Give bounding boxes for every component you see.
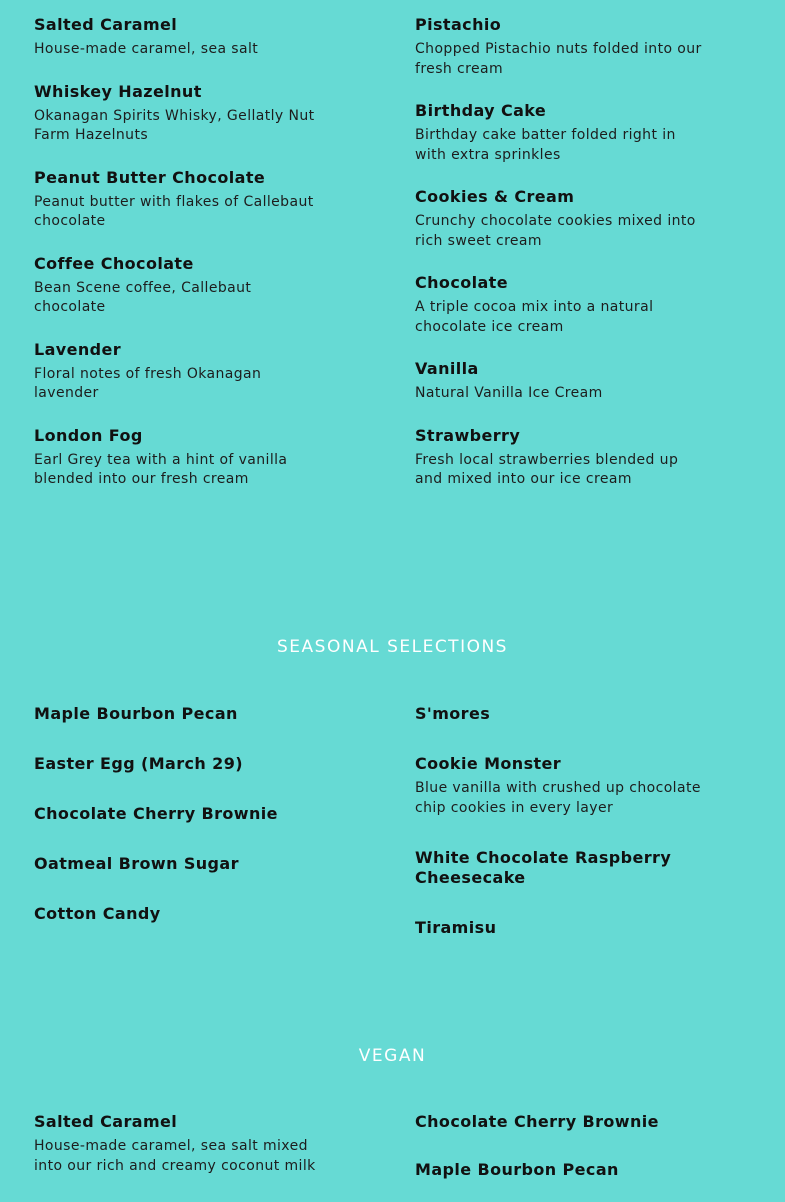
- flavour-item: [415, 848, 710, 888]
- flavour-name: Coffee Chocolate: [34, 253, 194, 273]
- flavour-item: [34, 426, 319, 490]
- flavour-name: Whiskey Hazelnut: [34, 81, 202, 101]
- flavour-description: Birthday cake batter folded right in with extra sprinkles: [415, 127, 676, 163]
- flavour-item: [34, 704, 319, 724]
- flavour-item: [415, 918, 710, 938]
- flavour-item: [415, 754, 710, 818]
- flavour-name: Salted Caramel: [34, 15, 178, 34]
- flavour-item: [415, 704, 710, 724]
- flavour-description: Peanut butter with flakes of Callebaut chocolate: [34, 193, 314, 229]
- flavour-name: Peanut Butter Chocolate: [34, 167, 266, 187]
- flavour-name: Cookies & Cream: [415, 187, 575, 206]
- flavour-description: Okanagan Spirits Whisky, Gellatly Nut Farm Hazelnuts: [34, 107, 315, 143]
- flavour-name: Strawberry: [415, 425, 521, 445]
- flavour-item: [415, 1112, 710, 1132]
- flavour-item: [34, 754, 319, 774]
- flavour-name: Pistachio: [415, 15, 502, 34]
- flavour-description: Crunchy chocolate cookies mixed into rich sweet cream: [415, 213, 696, 249]
- flavour-item: [415, 426, 710, 490]
- vegan-heading: VEGAN: [358, 1046, 427, 1066]
- flavour-description: Chopped Pistachio nuts folded into our fresh cream: [415, 41, 702, 77]
- flavour-item: [415, 15, 710, 79]
- flavour-description: Earl Grey tea with a hint of vanilla blended into our fresh cream: [34, 451, 288, 487]
- flavour-name: Lavender: [34, 339, 122, 359]
- flavour-name: Birthday Cake: [415, 101, 547, 120]
- flavour-description: House-made caramel, sea salt: [34, 41, 259, 57]
- flavour-item: [34, 1112, 319, 1176]
- vegan-left-column: [34, 1112, 319, 1198]
- seasonal-right-column: [415, 704, 710, 968]
- flavour-name: Chocolate Cherry Brownie: [34, 804, 278, 823]
- classic-left-column: [34, 15, 319, 512]
- flavour-item: [34, 340, 319, 404]
- flavour-item: [34, 854, 319, 874]
- flavour-description: Natural Vanilla Ice Cream: [415, 385, 603, 401]
- flavour-item: [34, 82, 319, 146]
- flavour-item: [34, 804, 319, 824]
- flavour-name: Cotton Candy: [34, 904, 161, 923]
- vegan-right-column: [415, 1112, 710, 1202]
- flavour-description: House-made caramel, sea salt mixed into our rich and creamy coconut milk: [34, 1138, 316, 1174]
- seasonal-heading: SEASONAL SELECTIONS: [277, 637, 508, 657]
- flavour-description: Fresh local strawberries blended up and mixed into our ice cream: [415, 451, 679, 487]
- flavour-name: Maple Bourbon Pecan: [415, 1160, 619, 1179]
- flavour-name: Salted Caramel: [34, 1112, 178, 1131]
- seasonal-left-column: [34, 704, 319, 954]
- flavour-name: Oatmeal Brown Sugar: [34, 854, 239, 873]
- flavour-item: [415, 273, 710, 337]
- flavour-name: Vanilla: [415, 359, 479, 378]
- flavour-name: Easter Egg (March 29): [34, 754, 243, 773]
- flavour-description: A triple cocoa mix into a natural chocolate ice cream: [415, 299, 654, 335]
- flavour-description: Floral notes of fresh Okanagan lavender: [34, 365, 262, 401]
- flavour-name: Maple Bourbon Pecan: [34, 704, 238, 723]
- flavour-item: [34, 904, 319, 924]
- flavour-name: London Fog: [34, 425, 143, 445]
- flavour-description: Blue vanilla with crushed up chocolate chip cookies in every layer: [415, 780, 701, 816]
- classic-right-column: [415, 15, 710, 512]
- flavour-name: S'mores: [415, 704, 491, 723]
- flavour-name: Chocolate Cherry Brownie: [415, 1112, 659, 1131]
- flavour-name: Chocolate: [415, 273, 508, 292]
- flavour-item: [34, 168, 319, 232]
- flavour-name: Cookie Monster: [415, 754, 562, 773]
- flavour-item: [415, 101, 710, 165]
- flavour-item: [415, 1160, 710, 1180]
- flavour-item: [415, 359, 710, 404]
- flavour-description: Bean Scene coffee, Callebaut chocolate: [34, 279, 252, 315]
- flavour-item: [34, 254, 319, 318]
- flavour-name: Tiramisu: [415, 918, 497, 937]
- flavour-item: [34, 15, 319, 60]
- flavour-name: White Chocolate Raspberry Cheesecake: [415, 848, 672, 887]
- flavour-item: [415, 187, 710, 251]
